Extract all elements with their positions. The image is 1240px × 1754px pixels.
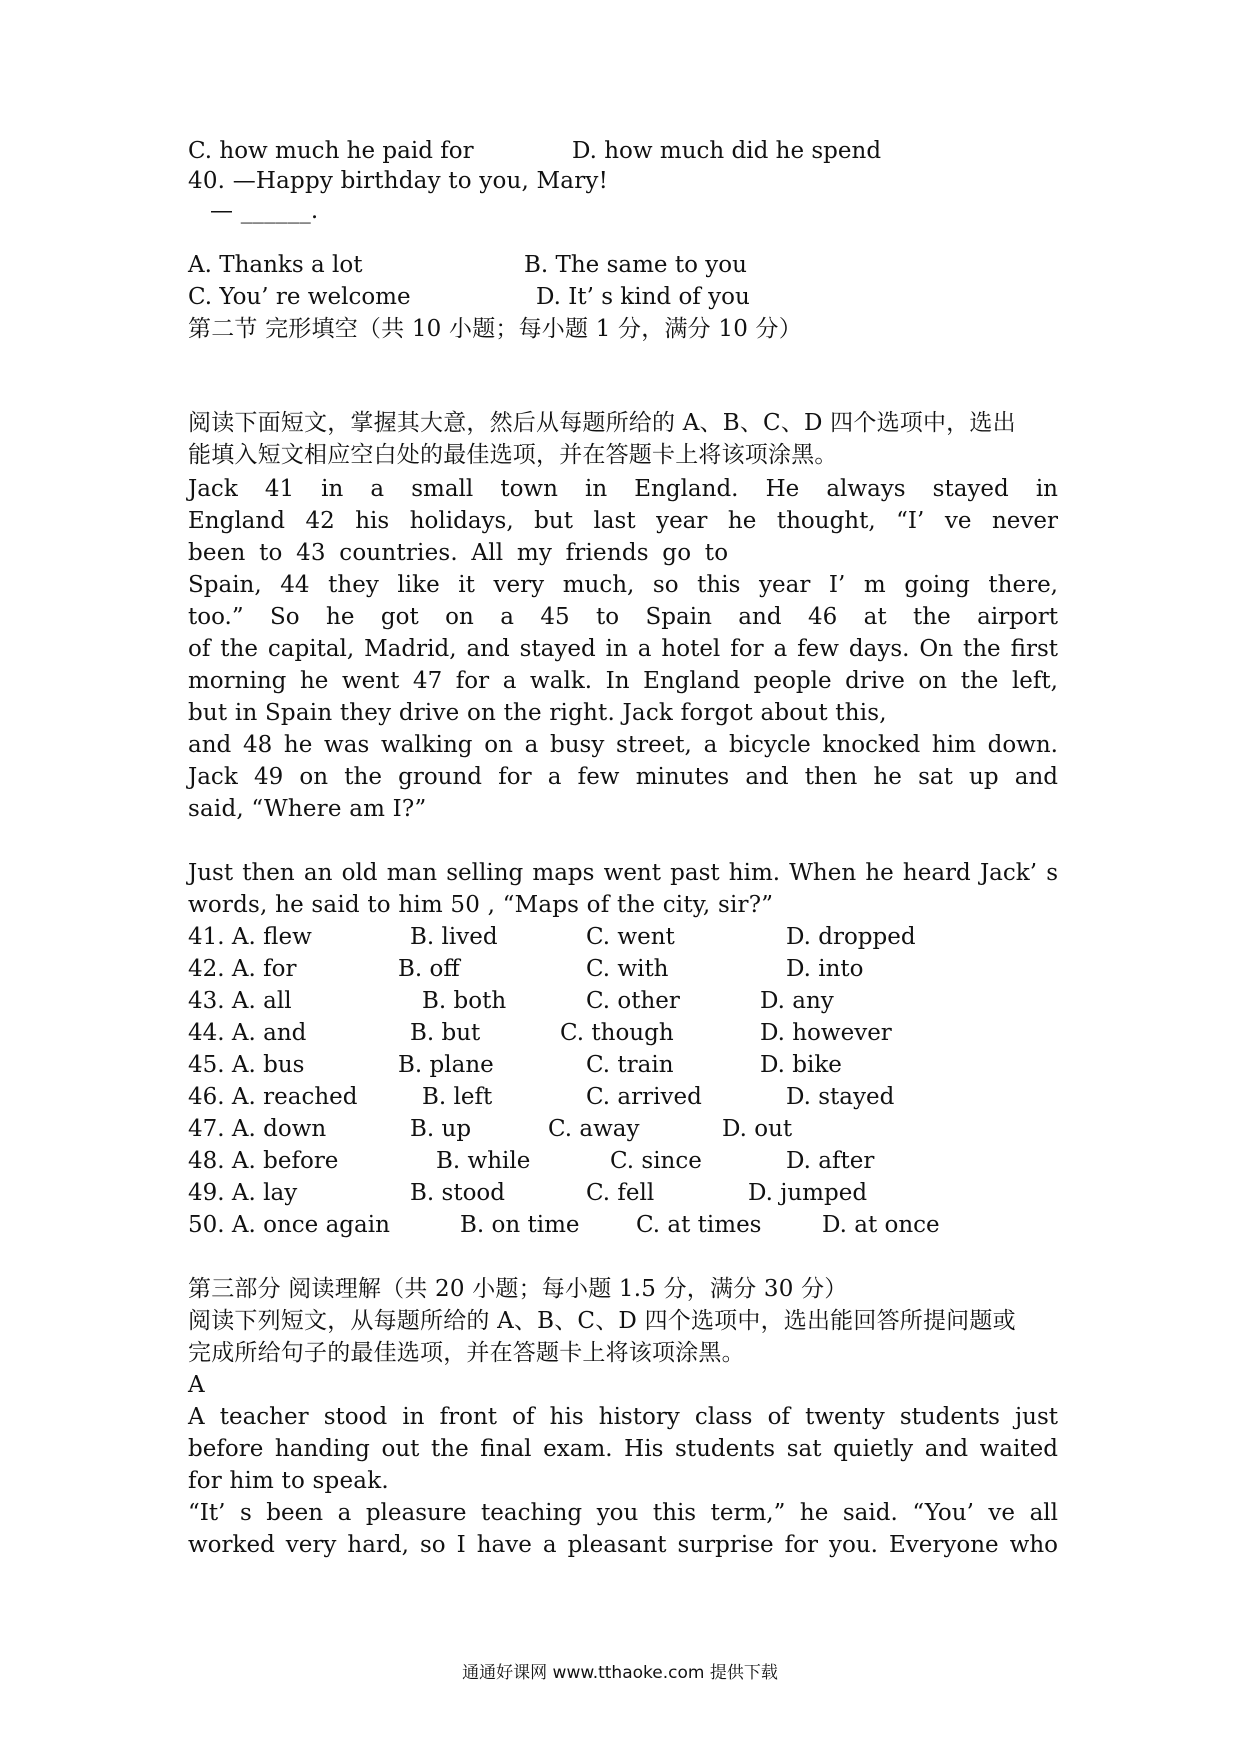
- question-43-option-b: B. both: [422, 988, 507, 1014]
- passage-line: worked very hard, so I have a pleasant surprise for you. Everyone who: [188, 1532, 1058, 1558]
- question-48-option-d: D. after: [786, 1148, 875, 1174]
- passage-line: “It’ s been a pleasure teaching you this term,” he said. “You’ ve all: [188, 1500, 1058, 1526]
- passage-line: before handing out the final exam. His students sat quietly and waited: [188, 1436, 1058, 1462]
- question-42-option-a: 42. A. for: [188, 956, 297, 982]
- question-47-option-b: B. up: [410, 1116, 472, 1142]
- question-47-option-c: C. away: [548, 1116, 640, 1142]
- passage-line: Jack 41 in a small town in England. He always stayed in: [188, 476, 1058, 502]
- question-46-option-d: D. stayed: [786, 1084, 895, 1110]
- instruction-line: 阅读下面短文，掌握其大意，然后从每题所给的 A、B、C、D 四个选项中，选出: [188, 410, 1016, 436]
- passage-label: A: [188, 1372, 205, 1398]
- question-44-option-c: C. though: [560, 1020, 674, 1046]
- option-d: D. It’ s kind of you: [536, 284, 750, 310]
- question-44-option-d: D. however: [760, 1020, 892, 1046]
- question-48-option-a: 48. A. before: [188, 1148, 339, 1174]
- passage-line: too.” So he got on a 45 to Spain and 46 at the airport: [188, 604, 1058, 630]
- question-50-option-a: 50. A. once again: [188, 1212, 390, 1238]
- question-43-option-d: D. any: [760, 988, 834, 1014]
- question-47-option-a: 47. A. down: [188, 1116, 327, 1142]
- question-48-option-c: C. since: [610, 1148, 702, 1174]
- section-3-heading: 第三部分 阅读理解（共 20 小题；每小题 1.5 分，满分 30 分）: [188, 1276, 848, 1302]
- question-46-option-a: 46. A. reached: [188, 1084, 358, 1110]
- instruction-line: 能填入短文相应空白处的最佳选项，并在答题卡上将该项涂黑。: [188, 442, 838, 468]
- question-45-option-a: 45. A. bus: [188, 1052, 305, 1078]
- question-40-stem: 40. —Happy birthday to you, Mary!: [188, 168, 609, 194]
- option-d: D. how much did he spend: [572, 138, 882, 164]
- passage-line: Just then an old man selling maps went past him. When he heard Jack’ s: [188, 860, 1058, 886]
- section-2-heading: 第二节 完形填空（共 10 小题；每小题 1 分，满分 10 分）: [188, 316, 802, 342]
- question-44-option-a: 44. A. and: [188, 1020, 307, 1046]
- question-49-option-d: D. jumped: [748, 1180, 868, 1206]
- question-42-option-b: B. off: [398, 956, 460, 982]
- question-45-option-b: B. plane: [398, 1052, 494, 1078]
- passage-line: Jack 49 on the ground for a few minutes and then he sat up and: [188, 764, 1058, 790]
- passage-line: of the capital, Madrid, and stayed in a hotel for a few days. On the first: [188, 636, 1058, 662]
- passage-line: for him to speak.: [188, 1468, 389, 1494]
- question-40-reply: — ______.: [210, 198, 319, 224]
- passage-line: morning he went 47 for a walk. In England people drive on the left,: [188, 668, 1058, 694]
- question-50-option-c: C. at times: [636, 1212, 762, 1238]
- question-49-option-c: C. fell: [586, 1180, 655, 1206]
- instruction-line: 完成所给句子的最佳选项，并在答题卡上将该项涂黑。: [188, 1340, 745, 1366]
- instruction-line: 阅读下列短文，从每题所给的 A、B、C、D 四个选项中，选出能回答所提问题或: [188, 1308, 1016, 1334]
- question-49-option-a: 49. A. lay: [188, 1180, 298, 1206]
- option-c: C. how much he paid for: [188, 138, 474, 164]
- question-50-option-b: B. on time: [460, 1212, 580, 1238]
- question-47-option-d: D. out: [722, 1116, 793, 1142]
- passage-line: England 42 his holidays, but last year he thought, “I’ ve never: [188, 508, 1058, 534]
- question-50-option-d: D. at once: [822, 1212, 940, 1238]
- passage-line: said, “Where am I?”: [188, 796, 427, 822]
- passage-line: words, he said to him 50 , “Maps of the city, sir?”: [188, 892, 774, 918]
- question-41-option-d: D. dropped: [786, 924, 916, 950]
- passage-line: A teacher stood in front of his history class of twenty students just: [188, 1404, 1058, 1430]
- option-b: B. The same to you: [524, 252, 747, 278]
- page-footer: 通通好课网 www.tthaoke.com 提供下载: [462, 1663, 778, 1683]
- option-c: C. You’ re welcome: [188, 284, 411, 310]
- option-a: A. Thanks a lot: [188, 252, 363, 278]
- question-42-option-c: C. with: [586, 956, 669, 982]
- passage-line: been to 43 countries. All my friends go to: [188, 540, 729, 566]
- question-41-option-c: C. went: [586, 924, 675, 950]
- question-42-option-d: D. into: [786, 956, 864, 982]
- passage-line: but in Spain they drive on the right. Jack forgot about this,: [188, 700, 887, 726]
- passage-line: Spain, 44 they like it very much, so this year I’ m going there,: [188, 572, 1058, 598]
- question-48-option-b: B. while: [436, 1148, 531, 1174]
- question-49-option-b: B. stood: [410, 1180, 505, 1206]
- question-45-option-c: C. train: [586, 1052, 674, 1078]
- question-41-option-a: 41. A. flew: [188, 924, 312, 950]
- question-44-option-b: B. but: [410, 1020, 481, 1046]
- question-46-option-c: C. arrived: [586, 1084, 702, 1110]
- question-41-option-b: B. lived: [410, 924, 498, 950]
- question-46-option-b: B. left: [422, 1084, 493, 1110]
- question-43-option-c: C. other: [586, 988, 680, 1014]
- passage-line: and 48 he was walking on a busy street, a bicycle knocked him down.: [188, 732, 1058, 758]
- question-43-option-a: 43. A. all: [188, 988, 292, 1014]
- question-45-option-d: D. bike: [760, 1052, 842, 1078]
